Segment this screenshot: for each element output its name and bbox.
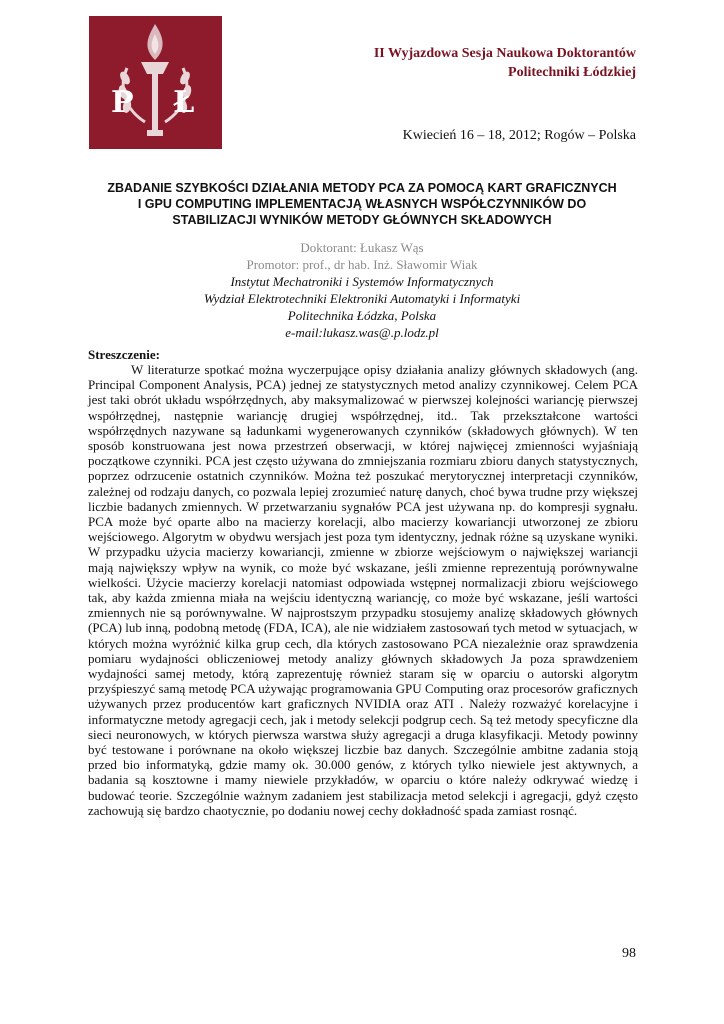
conference-line-1: II Wyjazdowa Sesja Naukowa Doktorantów — [373, 46, 636, 61]
university-line: Politechnika Łódzka, Polska — [287, 308, 437, 323]
title-line-1: ZBADANIE SZYBKOŚCI DZIAŁANIA METODY PCA ZA POMOCĄ KART GRAFICZNYCH — [107, 181, 617, 195]
conference-title — [374, 44, 636, 82]
torch-emblem-icon — [89, 16, 222, 149]
abstract-heading: Streszczenie: — [88, 347, 160, 362]
doctorant-line: Doktorant: Łukasz Wąs — [300, 240, 424, 255]
paper-title — [88, 180, 636, 228]
university-logo — [89, 16, 222, 149]
email-line: e-mail:lukasz.was@.p.lodz.pl — [285, 325, 439, 340]
svg-text:Ł: Ł — [173, 85, 195, 120]
title-line-3: STABILIZACJI WYNIKÓW METODY GŁÓWNYCH SKŁADOWYCH — [172, 213, 552, 227]
institute-line: Instytut Mechatroniki i Systemów Informatycznych — [230, 274, 494, 289]
date-place: Kwiecień 16 – 18, 2012; Rogów – Polska — [402, 128, 636, 143]
svg-text:P: P — [111, 85, 134, 120]
faculty-line: Wydział Elektrotechniki Elektroniki Automatyki i Informatyki — [203, 291, 521, 306]
page-number: 98 — [622, 946, 636, 961]
author-block — [88, 239, 636, 341]
title-line-2: I GPU COMPUTING IMPLEMENTACJĄ WŁASNYCH WSPÓŁCZYNNIKÓW DO — [137, 197, 587, 211]
conference-line-2: Politechniki Łódzkiej — [508, 65, 636, 80]
promotor-line: Promotor: prof., dr hab. Inż. Sławomir Wiak — [246, 257, 478, 272]
abstract-body: W literaturze spotkać można wyczerpujące opisy działania analizy głównych składowych (ang. Principal Component Analysis, PCA) jednej ze statystycznych metod analizy czynnikowej. Celem PCA jest taki obrót układu współrzędnych, aby maksymalizować w pierwszej kolejności wariancję pierwszej współrzędnej, następnie wariancję drugiej współrzędnej, itd.. Tak przekształcone wartości współrzędnych nazywane są ładunkami wygenerowanych czynników (składowych głównych). W ten sposób konstruowana jest nowa przestrzeń obserwacji, w której najwięcej zmienności wyjaśniają początkowe czynniki. PCA jest często używana do zmniejszania rozmiaru zbioru danych statystycznych, poprzez odrzucenie ostatnich czynników. Można też poszukać merytorycznej interpretacji czynników, zależnej od rodzaju danych, co pozwala lepiej zrozumieć naturę danych, choć bywa trudne przy większej liczbie badanych zmiennych. W przetwarzaniu sygnałów PCA jest używana np. do kompresji sygnału. PCA może być oparte albo na macierzy korelacji, albo macierzy kowariancji utworzonej ze zbioru wejściowego. Algorytm w obydwu wersjach jest poza tym identyczny, jednak różne są uzyskane wyniki. W przypadku użycia macierzy kowariancji, zmienne w zbiorze wejściowym o największej wariancji mają największy wpływ na wynik, co może być wskazane, jeśli zmienne reprezentują porównywalne wielkości. Użycie macierzy korelacji natomiast odpowiada wstępnej normalizacji zbioru wejściowego tak, aby każda zmienna miała na wejściu identyczną wariancję, co może być wskazane, jeśli wartości zmiennych nie są porównywalne. W najprostszym przypadku stosujemy analizę składowych głównych (PCA) lub inną, podobną metodę (FDA, ICA), ale nie widziałem zastosowań tych metod w sytuacjach, w których można wyróżnić kilka grup cech, dla których zastosowano PCA niezależnie oraz sprawdzenia pomiaru wydajności obliczeniowej metody analizy głównych składowych Ja poza sprawdzeniem wydajności samej metody, którą zaprezentuję również staram się w oparciu o autorski algorytm przyśpieszyć samą metodę PCA używając programowania GPU Computing oraz procesorów graficznych używanych przez producentów kart graficznych NVIDIA oraz ATI . Należy rozważyć korelacyjne i informatyczne metody agregacji cech, jak i metody selekcji podgrup cech. Są też metody specyficzne dla sieci neuronowych, w których pierwsza warstwa służy agregacji a druga klasyfikacji. Metody powinny być testowane i porównane na około większej liczbie baz danych. Szczególnie ambitne zadania stoją przed bio informatyką, gdzie mamy ok. 30.000 genów, z których tylko niewiele jest aktywnych, a badania są kosztowne i mamy niewiele przykładów, w oparciu o które należy odkrywać wiedzę i budować teorie. Szczególnie ważnym zadaniem jest stabilizacja metod selekcji i agregacji, gdyż często zachowują się bardzo chaotycznie, po dodaniu nowej cechy dokładność spada zamiast rosnąć. — [88, 362, 638, 818]
